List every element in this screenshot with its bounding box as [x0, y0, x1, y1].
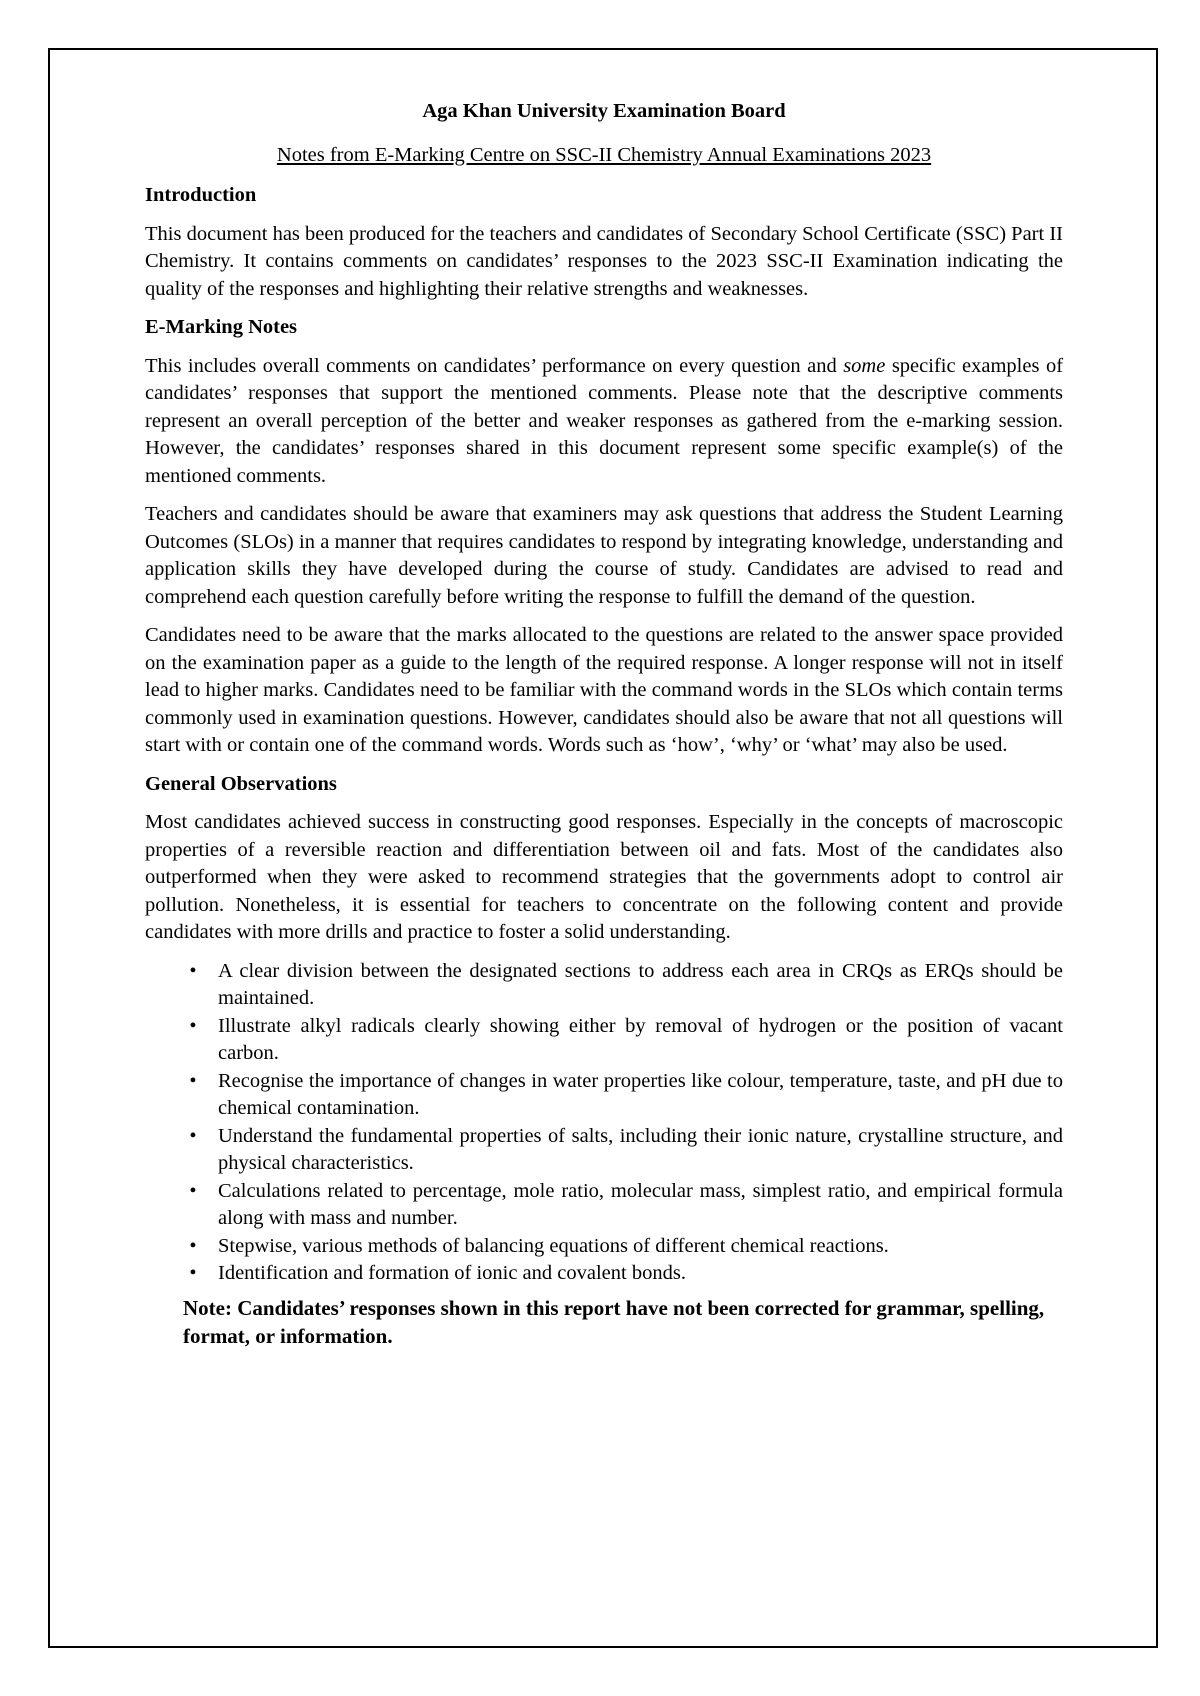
list-item [189, 1123, 1063, 1178]
list-item [189, 958, 1063, 1013]
list-item-text: A clear division between the designated sections to address each area in CRQs as ERQs should be maintained. [218, 959, 1063, 1009]
list-item [189, 1068, 1063, 1123]
emarking-notes-paragraph-2: Teachers and candidates should be aware that examiners may ask questions that address the Student Learning Outcomes (SLOs) in a manner that requires candidates to respond by integrating knowledge, understanding and application skills they have developed during the course of study. Candidates are advised to read and comprehend each question carefully before writing the response to fulfill the demand of the question. [145, 503, 1063, 608]
bullet-icon: • [189, 1262, 197, 1284]
list-item [189, 1233, 1063, 1261]
emphasis-some: some [843, 354, 886, 377]
list-item-text: Identification and formation of ionic and covalent bonds. [218, 1262, 686, 1284]
list-item [189, 1260, 1063, 1288]
document-title: Aga Khan University Examination Board [422, 100, 786, 122]
introduction-paragraph: This document has been produced for the teachers and candidates of Secondary School Certificate (SSC) Part II Chemistry. It contains comments on candidates’ responses to the 2023 SSC-II Examination indicating the quality of the responses and highlighting their relative strengths and weaknesses. [145, 222, 1063, 300]
list-item-text: Understand the fundamental properties of salts, including their ionic nature, crystalline structure, and physical characteristics. [218, 1124, 1063, 1174]
list-item-text: Illustrate alkyl radicals clearly showing either by removal of hydrogen or the position of vacant carbon. [218, 1014, 1063, 1064]
emarking-notes-paragraph-1-end: specific examples of candidates’ responses that support the mentioned comments. Please note that the descriptive comments represent an overall perception of the better and weaker responses as gathered from the e-marking session. However, the candidates’ responses shared in this document represent some specific example(s) of the mentioned comments. [145, 354, 1064, 487]
list-item-text: Recognise the importance of changes in water properties like colour, temperature, taste, and pH due to chemical contamination. [218, 1069, 1063, 1119]
bullet-icon: • [189, 1014, 197, 1037]
note-disclaimer: Note: Candidates’ responses shown in this report have not been corrected for grammar, spelling, format, or information. [183, 1295, 1045, 1348]
bullet-icon: • [189, 1179, 197, 1202]
bullet-icon: • [189, 1234, 197, 1257]
bullet-icon: • [189, 1069, 197, 1092]
document-subtitle: Notes from E-Marking Centre on SSC-II Chemistry Annual Examinations 2023 [276, 143, 932, 166]
list-item [189, 1178, 1063, 1233]
list-item [189, 1013, 1063, 1068]
introduction-heading: Introduction [145, 184, 257, 206]
general-observations-heading: General Observations [145, 772, 337, 795]
observations-list [145, 958, 1063, 1288]
emarking-notes-paragraph-1 [145, 353, 1063, 491]
emarking-notes-heading: E-Marking Notes [145, 316, 298, 338]
list-item-text: Stepwise, various methods of balancing equations of different chemical reactions. [218, 1234, 889, 1257]
list-item-text: Calculations related to percentage, mole ratio, molecular mass, simplest ratio, and empirical formula along with mass and number. [218, 1179, 1063, 1229]
bullet-icon: • [189, 1124, 197, 1147]
emarking-notes-paragraph-3: Candidates need to be aware that the marks allocated to the questions are related to the answer space provided on the examination paper as a guide to the length of the required response. A longer response will not in itself lead to higher marks. Candidates need to be familiar with the command words in the SLOs which contain terms commonly used in examination questions. However, candidates should also be aware that not all questions will start with or contain one of the command words. Words such as ‘how’, ‘why’ or ‘what’ may also be used. [145, 624, 1063, 756]
general-observations-paragraph: Most candidates achieved success in constructing good responses. Especially in the concepts of macroscopic properties of a reversible reaction and differentiation between oil and fats. Most of the candidates also outperformed when they were asked to recommend strategies that the governments adopt to control air pollution. Nonetheless, it is essential for teachers to concentrate on the following content and provide candidates with more drills and practice to foster a solid understanding. [145, 811, 1063, 943]
bullet-icon: • [189, 959, 197, 982]
emarking-notes-paragraph-1-start: This includes overall comments on candidates’ performance on every question and [145, 354, 844, 377]
document-body [145, 98, 1063, 1350]
